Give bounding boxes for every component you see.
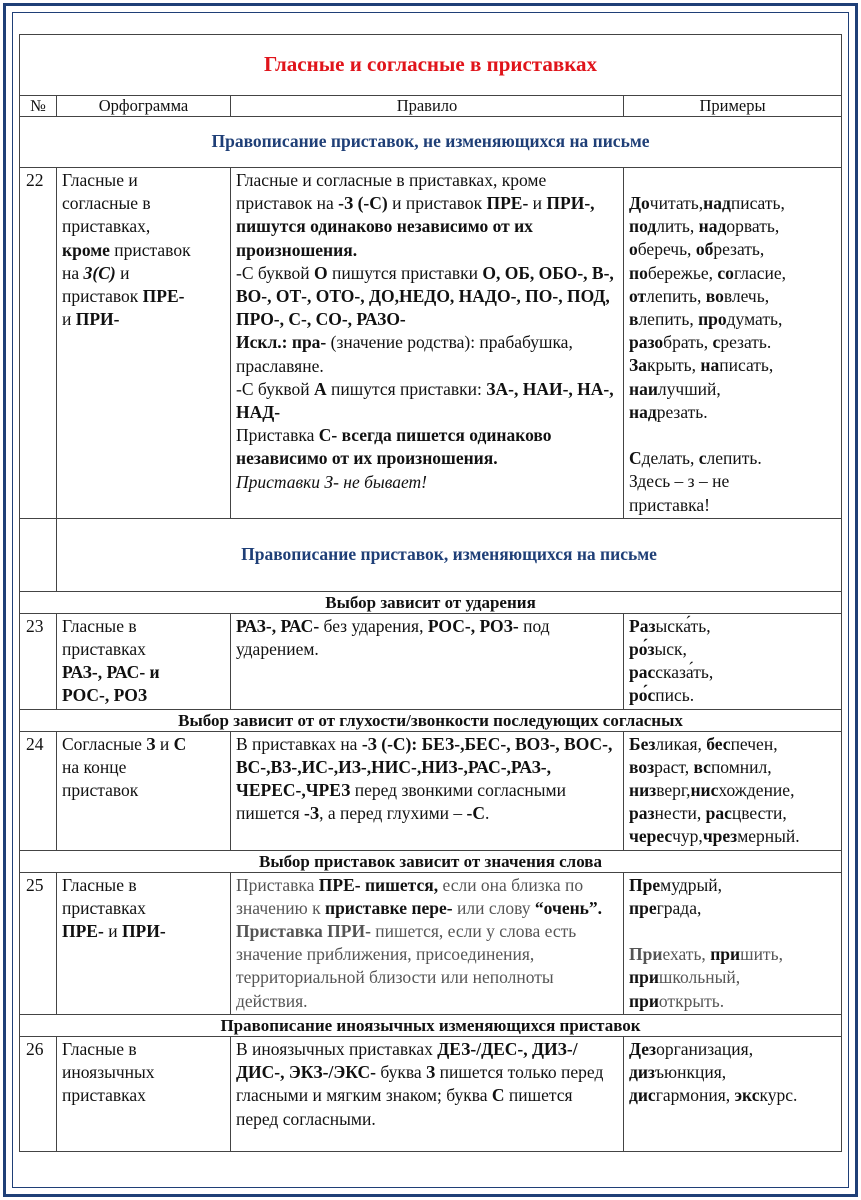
- rule-cell: В приставках на -З (-С): БЕЗ-,БЕС-, ВОЗ-, ВОС-, ВС-,ВЗ-,ИС-,ИЗ-,НИС-,НИЗ-,РАС-,РАЗ-, ЧЕРЕС-,ЧРЕЗ перед звонкими согласными пишется -З, а перед глухими – -С.: [231, 731, 624, 850]
- examples-cell: Разыска́ть, ро́зыск, рассказа́ть, ро́спись.: [624, 613, 842, 709]
- spelling-cell: Гласные в приставках РАЗ-, РАС- и РОС-, РОЗ: [57, 613, 231, 709]
- section-row: [20, 518, 842, 591]
- header-row: [20, 96, 842, 117]
- header-rule: Правило: [231, 96, 624, 117]
- examples-cell: Дезорганизация, дизъюнкция, дисгармония, экскурс.: [624, 1036, 842, 1151]
- spelling-cell: Гласные в иноязычных приставках: [57, 1036, 231, 1151]
- section-unchanging: Правописание приставок, не изменяющихся на письме: [20, 117, 842, 168]
- table-row: [20, 1036, 842, 1151]
- row-number: 22: [20, 168, 57, 519]
- row-number: 26: [20, 1036, 57, 1151]
- examples-cell: Безликая, беспечен, возраст, вспомнил, низверг,нисхождение, разнести, расцвести, чересчур,чрезмерный.: [624, 731, 842, 850]
- spelling-cell: Гласные в приставках ПРЕ- и ПРИ-: [57, 872, 231, 1014]
- subheading-voicing: Выбор зависит от от глухости/звонкости последующих согласных: [20, 709, 842, 731]
- subheading-row: [20, 591, 842, 613]
- title-row: [20, 35, 842, 96]
- spelling-cell: Согласные З и С на конце приставок: [57, 731, 231, 850]
- subheading-stress: Выбор зависит от ударения: [20, 591, 842, 613]
- rule-cell: Приставка ПРЕ- пишется, если она близка по значению к приставке пере- или слову “очень”. Приставка ПРИ- пишется, если у слова есть значение приближения, присоединения, территориальной близости или неполноты действия.: [231, 872, 624, 1014]
- page-title: Гласные и согласные в приставках: [20, 35, 842, 96]
- spelling-rules-table: [19, 34, 842, 1152]
- examples-cell: Премудрый, преграда, Приехать, пришить, пришкольный, приоткрыть.: [624, 872, 842, 1014]
- section-changing: Правописание приставок, изменяющихся на письме: [57, 518, 842, 591]
- table-row: [20, 872, 842, 1014]
- rule-cell: Гласные и согласные в приставках, кроме приставок на -З (-С) и приставок ПРЕ- и ПРИ-, пишутся одинаково независимо от их произношения. -С буквой О пишутся приставки О, ОБ, ОБО-, В-, ВО-, ОТ-, ОТО-, ДО,НЕДО, НАДО-, ПО-, ПОД, ПРО-, С-, СО-, РАЗО- Искл.: пра- (значение родства): прабабушка, праславяне. -С буквой А пишутся приставки: ЗА-, НАИ-, НА-, НАД- Приставка С- всегда пишется одинаково независимо от их произношения. Приставки З- не бывает!: [231, 168, 624, 519]
- subheading-meaning: Выбор приставок зависит от значения слова: [20, 850, 842, 872]
- header-examples: Примеры: [624, 96, 842, 117]
- rule-cell: РАЗ-, РАС- без ударения, РОС-, РОЗ- под ударением.: [231, 613, 624, 709]
- table-row: [20, 731, 842, 850]
- header-num: №: [20, 96, 57, 117]
- subheading-row: [20, 1014, 842, 1036]
- row-number: 24: [20, 731, 57, 850]
- subheading-row: [20, 709, 842, 731]
- examples-cell: Дочитать,надписать, подлить, надорвать, оберечь, обрезать, побережье, согласие, отлепить, вовлечь, влепить, продумать, разобрать, срезать. Закрыть, написать, наилучший, надрезать. Сделать, слепить. Здесь – з – не приставка!: [624, 168, 842, 519]
- section-row: [20, 117, 842, 168]
- table-row: [20, 613, 842, 709]
- rule-cell: В иноязычных приставках ДЕЗ-/ДЕС-, ДИЗ-/ДИС-, ЭКЗ-/ЭКС- буква З пишется только перед гласными и мягким знаком; буква С пишется перед согласными.: [231, 1036, 624, 1151]
- row-number: 23: [20, 613, 57, 709]
- table-row: [20, 168, 842, 519]
- header-spelling: Орфограмма: [57, 96, 231, 117]
- spelling-cell: Гласные и согласные в приставках, кроме приставок на З(С) и приставок ПРЕ- и ПРИ-: [57, 168, 231, 519]
- row-number: 25: [20, 872, 57, 1014]
- subheading-foreign: Правописание иноязычных изменяющихся приставок: [20, 1014, 842, 1036]
- subheading-row: [20, 850, 842, 872]
